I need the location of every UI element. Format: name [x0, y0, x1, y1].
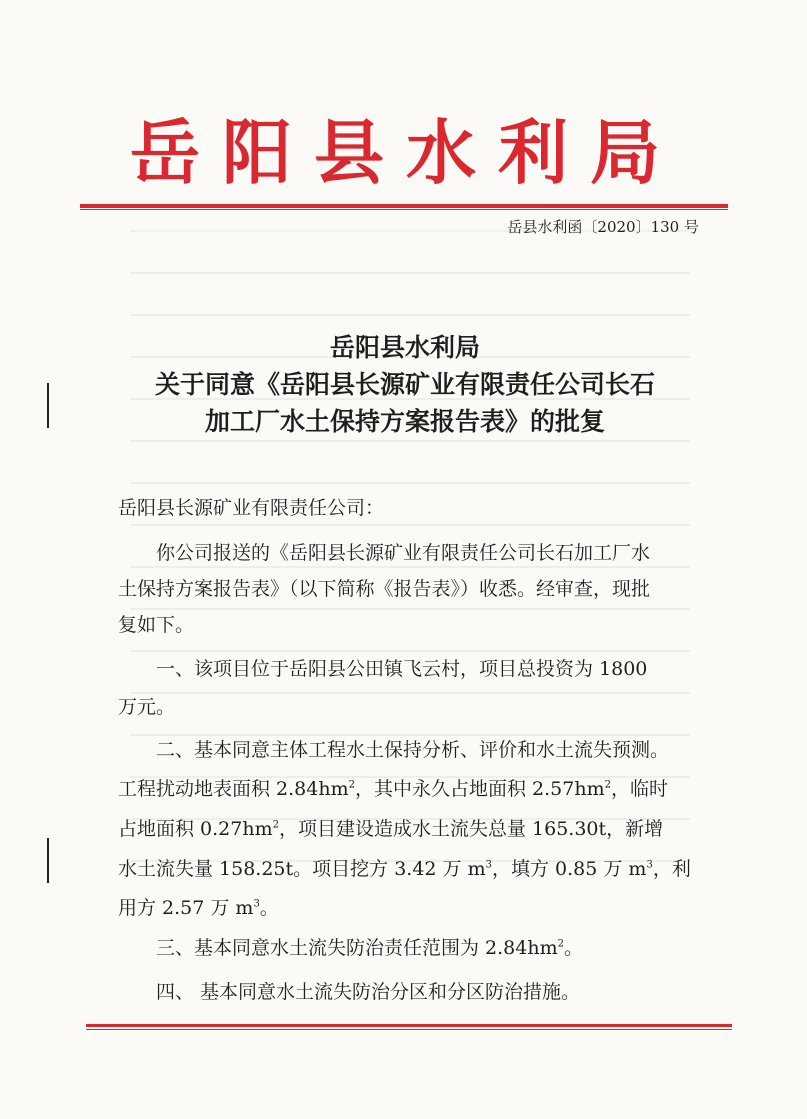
paragraph-2-line-1: 一、该项目位于岳阳县公田镇飞云村，项目总投资为 1800 — [156, 658, 648, 680]
paragraph-5: 四、 基本同意水土流失防治分区和分区防治措施。 — [156, 981, 581, 1003]
addressee: 岳阳县长源矿业有限责任公司： — [118, 497, 385, 519]
paragraph-3-line-4: 水土流失量 158.25t。项目挖方 3.42 万 $m^3$，填方 0.85 万 $m^3$，利 — [118, 858, 691, 880]
paragraph-3-line-2: 工程扰动地表面积 $2.84hm^2$，其中永久占地面积 $2.57hm^2$，临时 — [118, 778, 668, 800]
document-number: 岳县水利函〔2020〕130 号 — [507, 218, 699, 236]
binding-mark — [47, 383, 49, 428]
paragraph-1-line-3: 复如下。 — [118, 614, 195, 636]
masthead-rule — [80, 204, 728, 208]
masthead-title: 岳阳县水利局 — [130, 111, 682, 194]
doc-title-line-3: 加工厂水土保持方案报告表》的批复 — [204, 407, 605, 436]
binding-mark — [47, 838, 49, 883]
paragraph-3-line-3: 占地面积 $0.27hm^2$，项目建设造成水土流失总量 165.30t，新增 — [118, 818, 664, 840]
paragraph-2-line-2: 万元。 — [118, 696, 176, 718]
paragraph-1-line-1: 你公司报送的《岳阳县长源矿业有限责任公司长石加工厂水 — [156, 542, 651, 564]
paragraph-4: 三、基本同意水土流失防治责任范围为 $2.84hm^2$。 — [156, 937, 583, 959]
paragraph-3-line-1: 二、基本同意主体工程水土保持分析、评价和水土流失预测。 — [156, 739, 670, 761]
footer-rule-thin — [86, 1029, 732, 1030]
doc-title-line-1: 岳阳县水利局 — [329, 333, 480, 362]
paragraph-1-line-2: 土保持方案报告表》（以下简称《报告表》）收悉。经审查，现批 — [118, 578, 651, 600]
paragraph-3-line-5: 用方 2.57 万 $m^3$。 — [118, 897, 279, 919]
doc-title-line-2: 关于同意《岳阳县长源矿业有限责任公司长石 — [154, 370, 655, 399]
masthead-rule-thin — [80, 209, 728, 210]
footer-rule — [86, 1024, 732, 1027]
